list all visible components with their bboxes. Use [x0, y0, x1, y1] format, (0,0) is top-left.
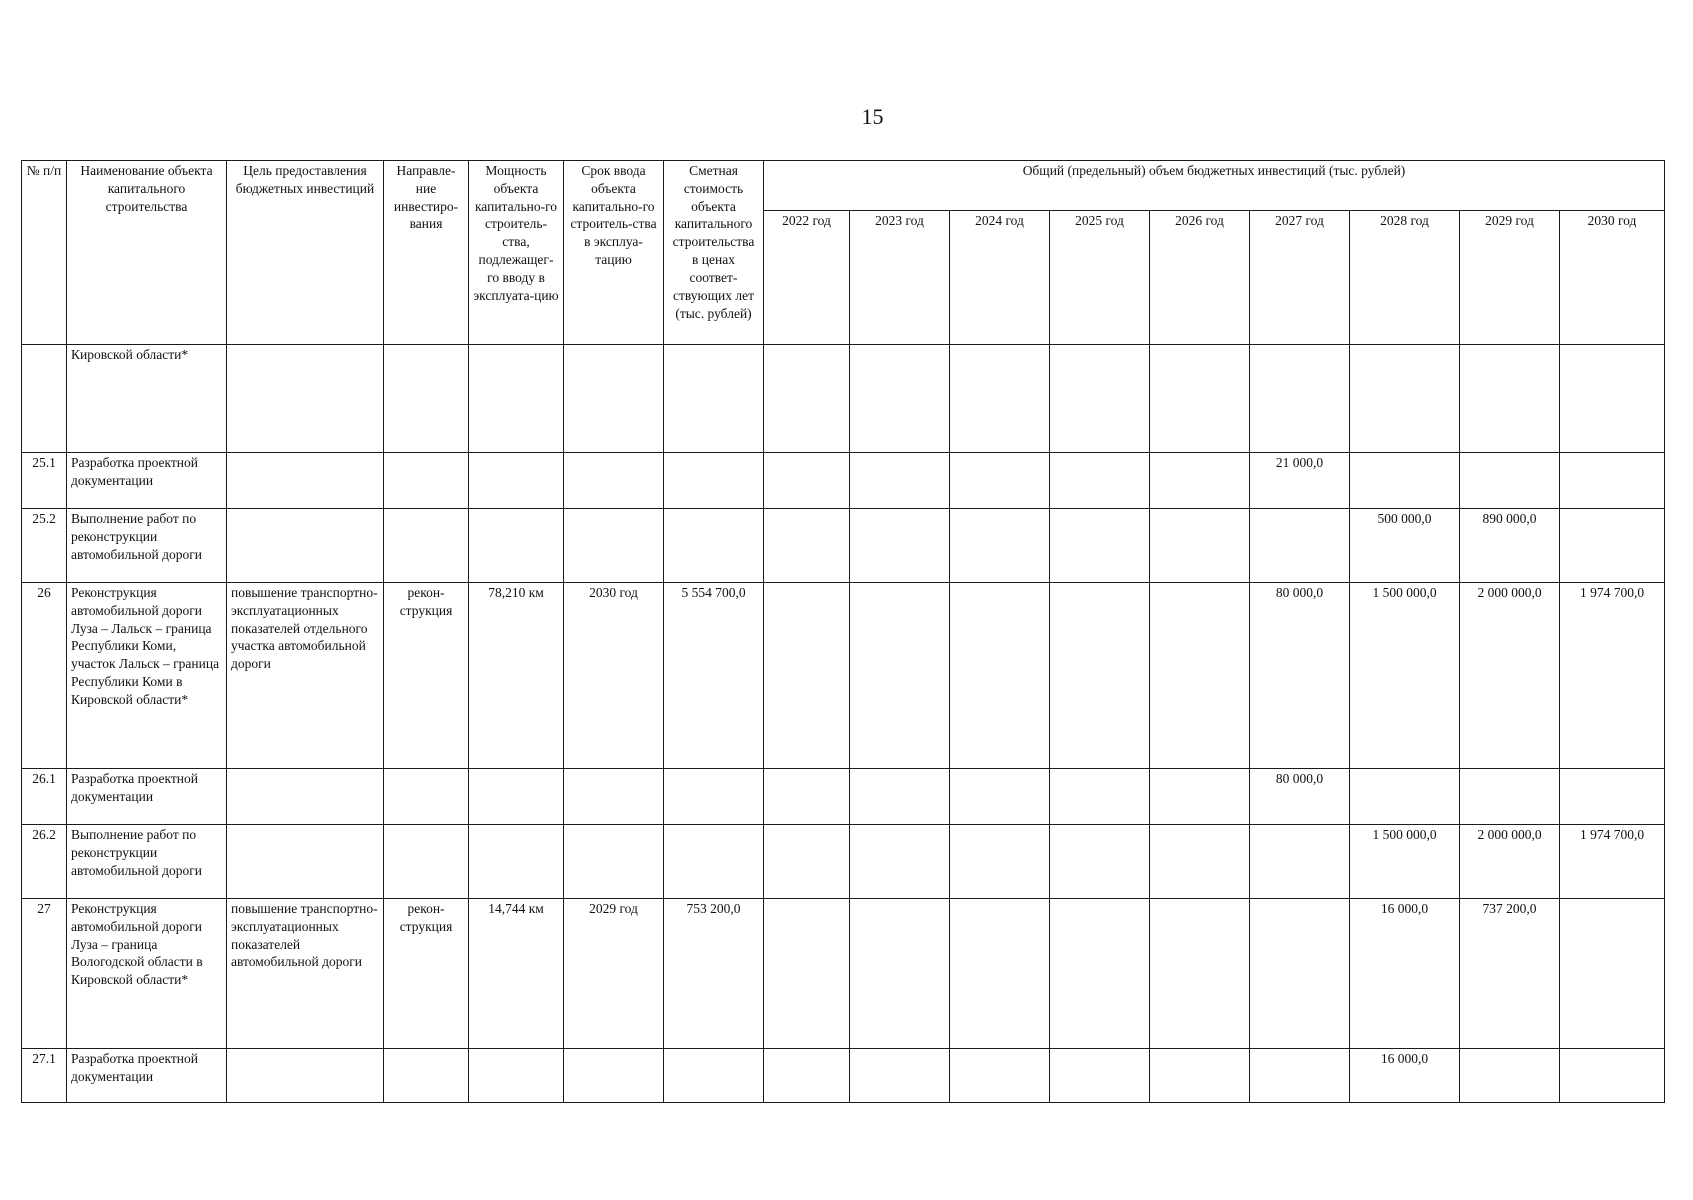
- page-number: 15: [861, 104, 884, 129]
- goal-cell: повышение транспортно-эксплуатационных показателей отдельного участка автомобильной дороги: [227, 583, 384, 769]
- header-year: 2026 год: [1150, 211, 1250, 345]
- header-investment-volume: Общий (предельный) объем бюджетных инвестиций (тыс. рублей): [764, 161, 1665, 211]
- term-cell: [564, 453, 664, 509]
- header-num: № п/п: [22, 161, 67, 345]
- year-value-cell: [1050, 453, 1150, 509]
- header-year: 2022 год: [764, 211, 850, 345]
- table-row: [22, 583, 1665, 769]
- year-value-cell: 80 000,0: [1250, 769, 1350, 825]
- row-number-cell: 26: [22, 583, 67, 769]
- goal-cell: [227, 453, 384, 509]
- term-cell: [564, 345, 664, 453]
- year-value-cell: [850, 583, 950, 769]
- object-name-cell: Разработка проектной документации: [67, 769, 227, 825]
- year-value-cell: 1 974 700,0: [1560, 825, 1665, 899]
- year-value-cell: 1 500 000,0: [1350, 825, 1460, 899]
- direction-cell: рекон-струкция: [384, 583, 469, 769]
- row-number-cell: 27: [22, 899, 67, 1049]
- capacity-cell: [469, 825, 564, 899]
- year-value-cell: 2 000 000,0: [1460, 825, 1560, 899]
- capacity-cell: [469, 1049, 564, 1103]
- cost-cell: [664, 825, 764, 899]
- capacity-cell: [469, 345, 564, 453]
- direction-cell: [384, 825, 469, 899]
- year-value-cell: 16 000,0: [1350, 1049, 1460, 1103]
- cost-cell: [664, 345, 764, 453]
- table-row: [22, 1049, 1665, 1103]
- capacity-cell: 14,744 км: [469, 899, 564, 1049]
- header-year: 2029 год: [1460, 211, 1560, 345]
- year-value-cell: [1350, 769, 1460, 825]
- year-value-cell: [1460, 769, 1560, 825]
- header-estimated-cost: Сметная стоимость объекта капитального строительства в ценах соответ-ствующих лет (тыс. рублей): [664, 161, 764, 345]
- year-value-cell: [1250, 899, 1350, 1049]
- year-value-cell: [1350, 453, 1460, 509]
- goal-cell: [227, 1049, 384, 1103]
- year-value-cell: [1250, 345, 1350, 453]
- table-row: [22, 769, 1665, 825]
- year-value-cell: [1050, 509, 1150, 583]
- year-value-cell: [850, 825, 950, 899]
- year-value-cell: [850, 453, 950, 509]
- term-cell: [564, 1049, 664, 1103]
- object-name-cell: Выполнение работ по реконструкции автомобильной дороги: [67, 509, 227, 583]
- header-year: 2025 год: [1050, 211, 1150, 345]
- cost-cell: [664, 769, 764, 825]
- year-value-cell: [764, 1049, 850, 1103]
- year-value-cell: [950, 769, 1050, 825]
- header-year: 2028 год: [1350, 211, 1460, 345]
- year-value-cell: [764, 899, 850, 1049]
- cost-cell: [664, 1049, 764, 1103]
- cost-cell: 5 554 700,0: [664, 583, 764, 769]
- year-value-cell: [1050, 345, 1150, 453]
- year-value-cell: [1250, 825, 1350, 899]
- year-value-cell: [950, 583, 1050, 769]
- budget-investments-table: [21, 160, 1665, 1103]
- header-commissioning-term: Срок ввода объекта капитально-го строитель-ства в эксплуа-тацию: [564, 161, 664, 345]
- year-value-cell: [1050, 583, 1150, 769]
- year-value-cell: 21 000,0: [1250, 453, 1350, 509]
- year-value-cell: [1350, 345, 1460, 453]
- goal-cell: повышение транспортно-эксплуатационных показателей автомобильной дороги: [227, 899, 384, 1049]
- year-value-cell: 1 974 700,0: [1560, 583, 1665, 769]
- capacity-cell: [469, 509, 564, 583]
- direction-cell: рекон-струкция: [384, 899, 469, 1049]
- year-value-cell: [1050, 899, 1150, 1049]
- capacity-cell: 78,210 км: [469, 583, 564, 769]
- year-value-cell: [764, 453, 850, 509]
- table-row: [22, 345, 1665, 453]
- row-number-cell: 25.1: [22, 453, 67, 509]
- object-name-cell: Выполнение работ по реконструкции автомобильной дороги: [67, 825, 227, 899]
- row-number-cell: 26.2: [22, 825, 67, 899]
- year-value-cell: [1150, 825, 1250, 899]
- year-value-cell: [850, 899, 950, 1049]
- cost-cell: [664, 453, 764, 509]
- term-cell: 2030 год: [564, 583, 664, 769]
- year-value-cell: 890 000,0: [1460, 509, 1560, 583]
- term-cell: [564, 509, 664, 583]
- year-value-cell: [1460, 345, 1560, 453]
- year-value-cell: [1050, 769, 1150, 825]
- year-value-cell: [950, 1049, 1050, 1103]
- direction-cell: [384, 769, 469, 825]
- year-value-cell: [1560, 899, 1665, 1049]
- table-row: [22, 825, 1665, 899]
- cost-cell: [664, 509, 764, 583]
- direction-cell: [384, 1049, 469, 1103]
- year-value-cell: [850, 769, 950, 825]
- term-cell: [564, 769, 664, 825]
- header-year: 2030 год: [1560, 211, 1665, 345]
- capacity-cell: [469, 769, 564, 825]
- row-number-cell: [22, 345, 67, 453]
- year-value-cell: [764, 825, 850, 899]
- year-value-cell: [1150, 453, 1250, 509]
- object-name-cell: Реконструкция автомобильной дороги Луза – граница Вологодской области в Кировской области*: [67, 899, 227, 1049]
- year-value-cell: [950, 509, 1050, 583]
- year-value-cell: [764, 583, 850, 769]
- year-value-cell: [1150, 583, 1250, 769]
- capacity-cell: [469, 453, 564, 509]
- year-value-cell: 16 000,0: [1350, 899, 1460, 1049]
- header-year: 2024 год: [950, 211, 1050, 345]
- header-year: 2023 год: [850, 211, 950, 345]
- header-year: 2027 год: [1250, 211, 1350, 345]
- row-number-cell: 25.2: [22, 509, 67, 583]
- year-value-cell: [1460, 453, 1560, 509]
- year-value-cell: 500 000,0: [1350, 509, 1460, 583]
- year-value-cell: [1150, 509, 1250, 583]
- year-value-cell: [950, 453, 1050, 509]
- term-cell: 2029 год: [564, 899, 664, 1049]
- year-value-cell: [1560, 769, 1665, 825]
- goal-cell: [227, 769, 384, 825]
- year-value-cell: [1150, 769, 1250, 825]
- year-value-cell: [950, 825, 1050, 899]
- header-capacity: Мощность объекта капитально-го строитель-ства, подлежащег-го вводу в эксплуата-цию: [469, 161, 564, 345]
- cost-cell: 753 200,0: [664, 899, 764, 1049]
- year-value-cell: 1 500 000,0: [1350, 583, 1460, 769]
- year-value-cell: [850, 345, 950, 453]
- row-number-cell: 27.1: [22, 1049, 67, 1103]
- table-row: [22, 899, 1665, 1049]
- header-direction: Направле-ние инвестиро-вания: [384, 161, 469, 345]
- year-value-cell: [764, 345, 850, 453]
- year-value-cell: 2 000 000,0: [1460, 583, 1560, 769]
- goal-cell: [227, 345, 384, 453]
- goal-cell: [227, 509, 384, 583]
- table-row: [22, 509, 1665, 583]
- year-value-cell: [1560, 345, 1665, 453]
- year-value-cell: [1460, 1049, 1560, 1103]
- object-name-cell: Кировской области*: [67, 345, 227, 453]
- year-value-cell: [1150, 1049, 1250, 1103]
- year-value-cell: 80 000,0: [1250, 583, 1350, 769]
- object-name-cell: Разработка проектной документации: [67, 453, 227, 509]
- year-value-cell: [1150, 345, 1250, 453]
- year-value-cell: 737 200,0: [1460, 899, 1560, 1049]
- goal-cell: [227, 825, 384, 899]
- direction-cell: [384, 453, 469, 509]
- year-value-cell: [850, 509, 950, 583]
- header-goal: Цель предоставления бюджетных инвестиций: [227, 161, 384, 345]
- year-value-cell: [1560, 1049, 1665, 1103]
- year-value-cell: [950, 345, 1050, 453]
- year-value-cell: [1250, 509, 1350, 583]
- year-value-cell: [1050, 1049, 1150, 1103]
- year-value-cell: [1150, 899, 1250, 1049]
- direction-cell: [384, 509, 469, 583]
- year-value-cell: [1050, 825, 1150, 899]
- year-value-cell: [1250, 1049, 1350, 1103]
- year-value-cell: [950, 899, 1050, 1049]
- year-value-cell: [1560, 509, 1665, 583]
- object-name-cell: Реконструкция автомобильной дороги Луза – Лальск – граница Республики Коми, участок Лальск – граница Республики Коми в Кировской области*: [67, 583, 227, 769]
- term-cell: [564, 825, 664, 899]
- object-name-cell: Разработка проектной документации: [67, 1049, 227, 1103]
- year-value-cell: [764, 769, 850, 825]
- row-number-cell: 26.1: [22, 769, 67, 825]
- header-object-name: Наименование объекта капитального строительства: [67, 161, 227, 345]
- direction-cell: [384, 345, 469, 453]
- year-value-cell: [764, 509, 850, 583]
- year-value-cell: [1560, 453, 1665, 509]
- table-row: [22, 453, 1665, 509]
- year-value-cell: [850, 1049, 950, 1103]
